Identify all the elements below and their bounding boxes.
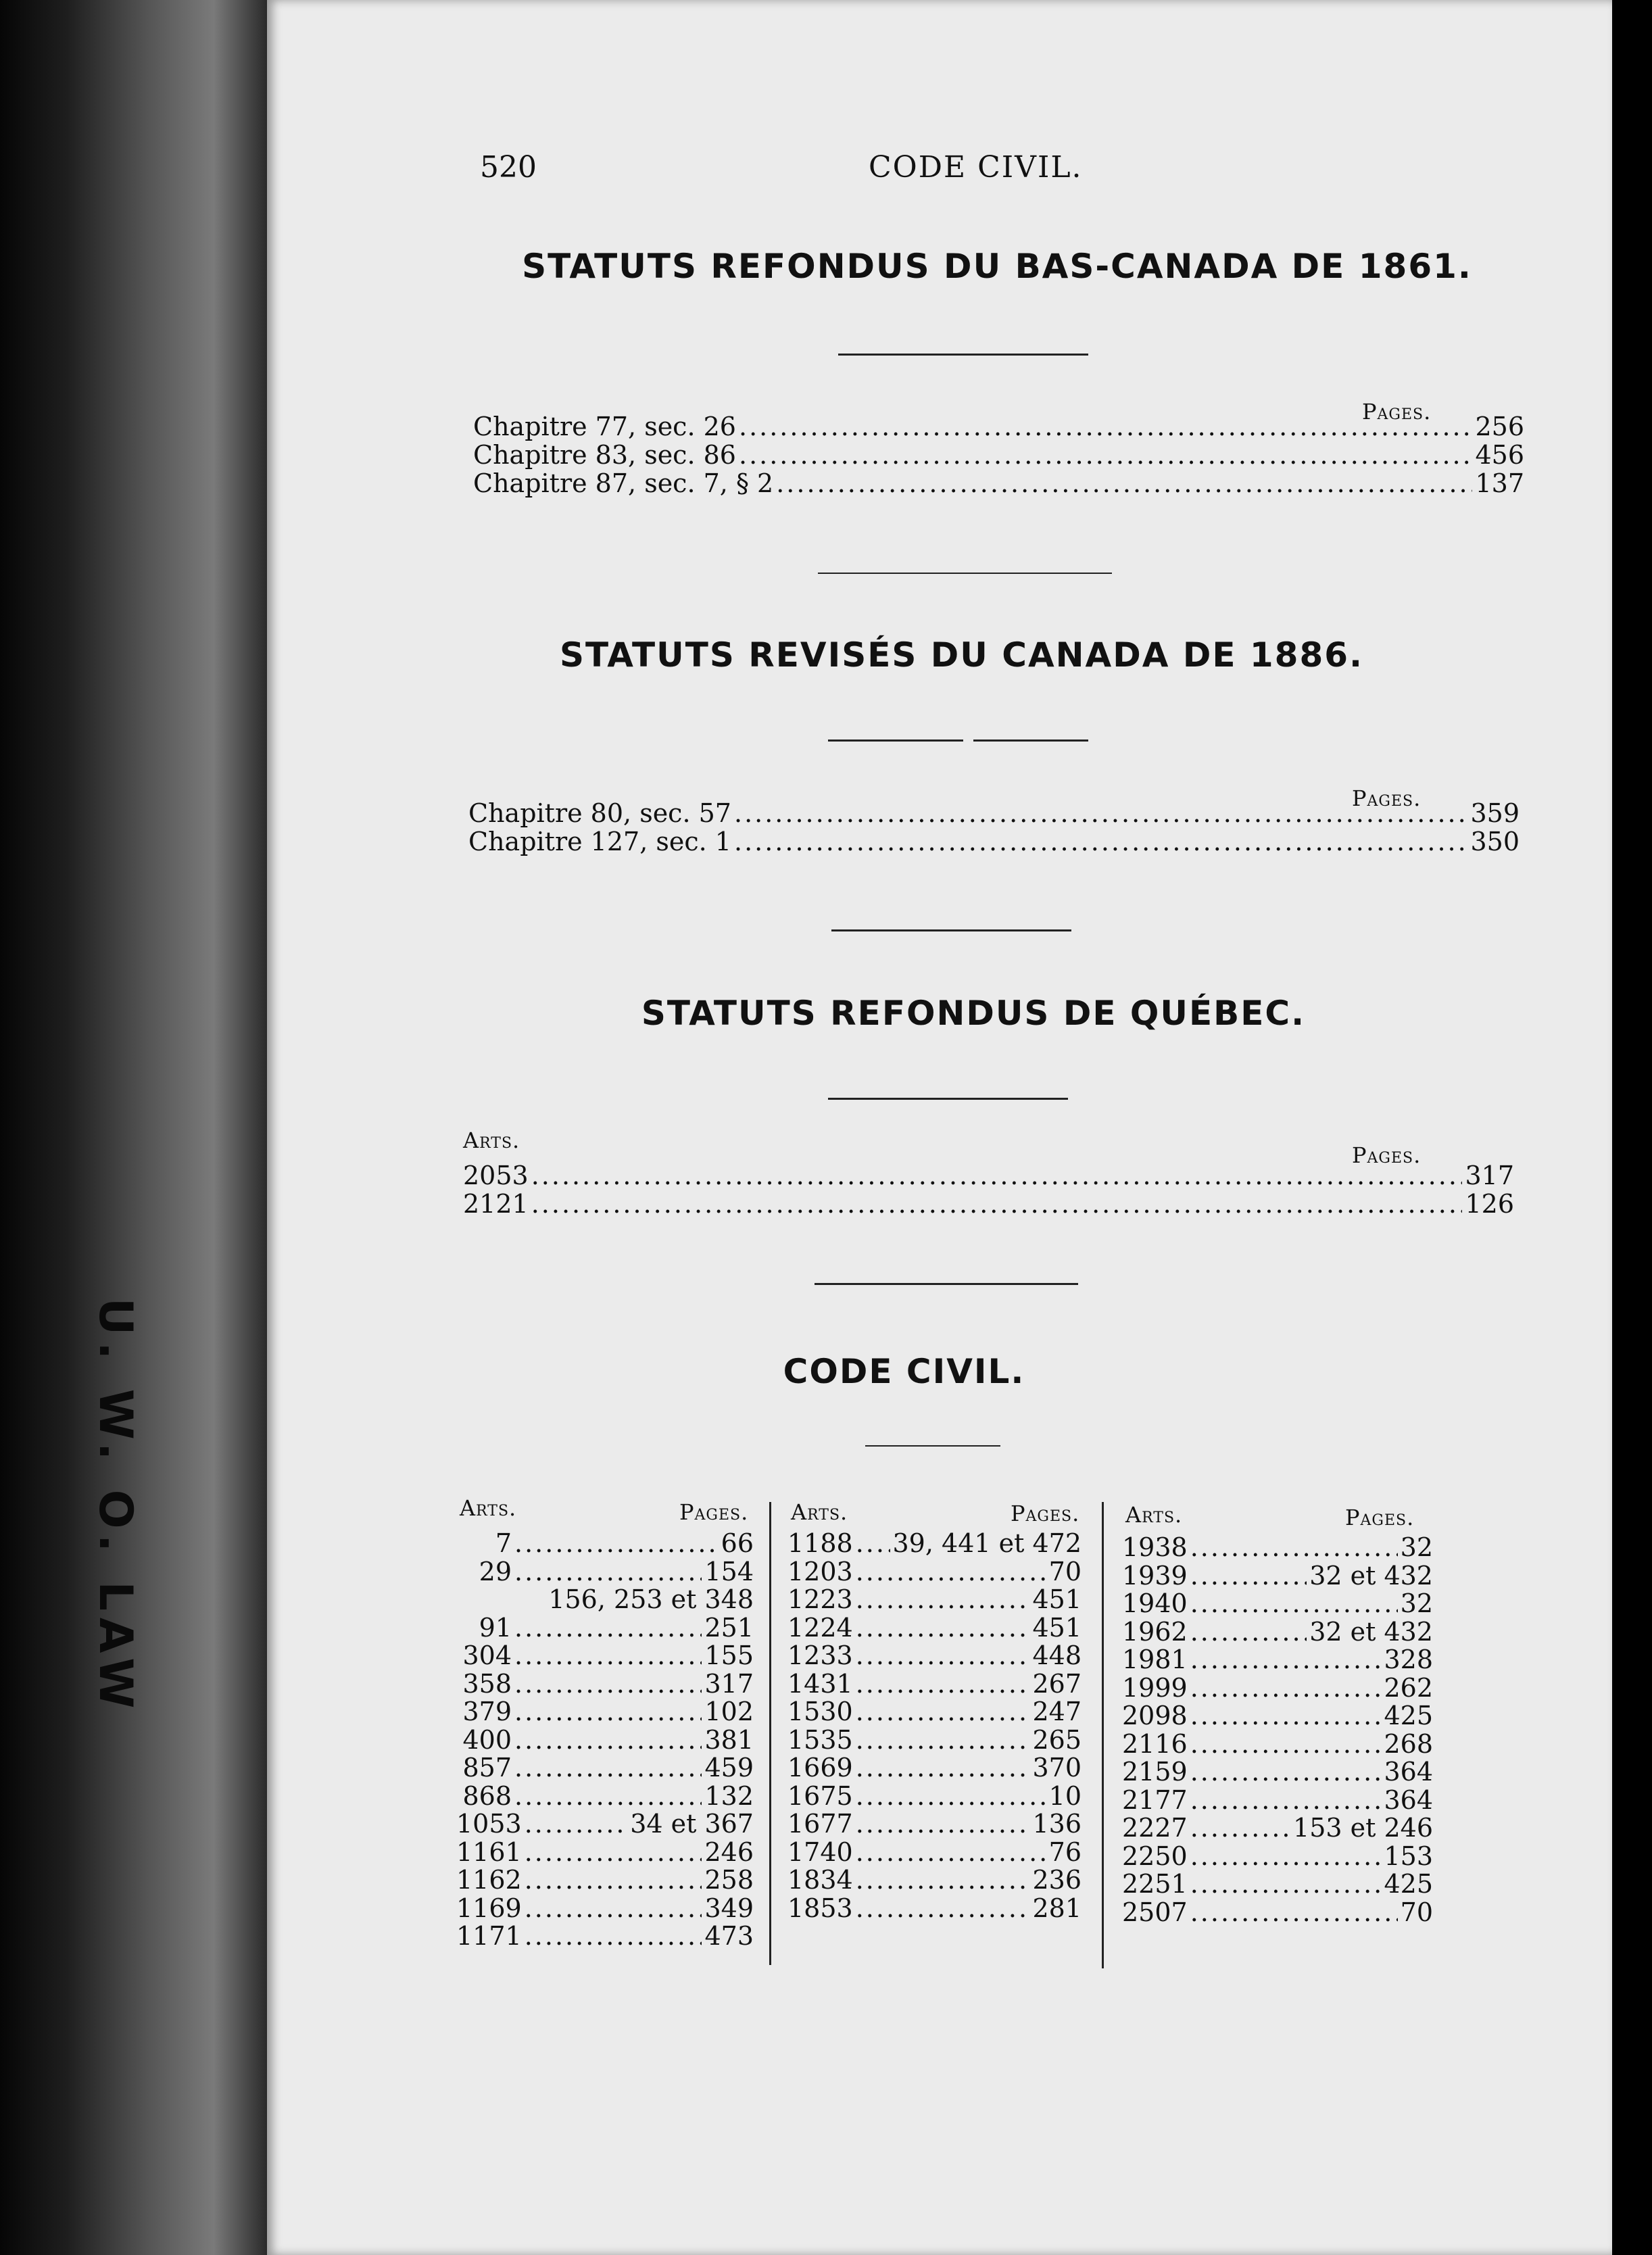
code-civil-row (787, 1838, 1082, 1866)
code-civil-row (787, 1641, 1082, 1670)
entry-label: 1938 (1122, 1532, 1188, 1562)
leader-dots (1190, 1618, 1307, 1646)
column-rule (1102, 1502, 1104, 1968)
entry-page: 132 (704, 1780, 754, 1811)
divider (828, 1098, 1068, 1100)
code-civil-row (787, 1810, 1082, 1838)
arts-header: Arts. (1125, 1502, 1183, 1528)
entry-label: 400 (462, 1724, 512, 1755)
leader-dots (856, 1641, 1030, 1670)
code-civil-row (787, 1529, 1082, 1557)
entry-label: 2250 (1122, 1841, 1188, 1871)
entry-label: 1940 (1122, 1589, 1188, 1618)
entry-page: 281 (1032, 1893, 1082, 1923)
divider (865, 1445, 1000, 1447)
code-civil-row (456, 1726, 754, 1754)
leader-dots (1190, 1589, 1398, 1618)
code-civil-row (456, 1557, 754, 1586)
code-civil-row (1122, 1842, 1433, 1870)
entry-label: 1834 (787, 1865, 853, 1895)
entry-page: 456 (1475, 440, 1524, 470)
entry-page: 246 (704, 1837, 754, 1867)
column-rule (769, 1502, 771, 1965)
entry-label: 1233 (787, 1641, 853, 1670)
entry-label: 379 (462, 1697, 512, 1726)
leader-dots (1190, 1898, 1398, 1926)
entry-page: 32 et 432 (1309, 1560, 1433, 1591)
entry-label: 1962 (1122, 1616, 1188, 1647)
leader-dots (514, 1670, 702, 1698)
leader-dots (1190, 1701, 1382, 1730)
entry-label: 358 (462, 1668, 512, 1699)
leader-dots (1190, 1814, 1290, 1842)
entry-page: 32 et 432 (1309, 1616, 1433, 1647)
entry-page: 76 (1048, 1837, 1082, 1867)
entry-page: 328 (1384, 1645, 1433, 1674)
pages-header: Pages. (1352, 1142, 1422, 1168)
arts-header: Arts. (463, 1128, 520, 1153)
leader-dots (1190, 1674, 1382, 1702)
page-edge-shadow (1612, 0, 1652, 2255)
entry-page: 137 (1475, 468, 1524, 498)
entry-label: 1171 (456, 1921, 522, 1951)
entry-label: Chapitre 77, sec. 26 (473, 412, 736, 441)
entry-label: 2159 (1122, 1757, 1188, 1787)
entry-page: 381 (704, 1724, 754, 1755)
entry-page: 32 (1400, 1589, 1433, 1618)
code-civil-row (1122, 1618, 1433, 1646)
leader-dots (856, 1585, 1030, 1614)
entry-label: Chapitre 87, sec. 7, § 2 (473, 468, 774, 498)
entry-page: 70 (1400, 1897, 1433, 1927)
entry-label: 2507 (1122, 1897, 1188, 1927)
entry-page: 425 (1384, 1701, 1433, 1730)
entry-label: 2116 (1122, 1728, 1188, 1759)
index-row (463, 1161, 1514, 1190)
entry-page: 317 (1465, 1161, 1514, 1190)
entry-label: Chapitre 83, sec. 86 (473, 440, 736, 470)
pages-header: Pages. (1011, 1501, 1080, 1526)
leader-dots (856, 1753, 1030, 1782)
entry-page: 451 (1032, 1584, 1082, 1614)
code-civil-row (456, 1614, 754, 1642)
entry-page: 349 (704, 1893, 754, 1923)
code-civil-row (456, 1866, 754, 1894)
leader-dots (514, 1614, 702, 1642)
code-civil-row (456, 1753, 754, 1782)
leader-dots (1190, 1730, 1382, 1758)
entry-page: 267 (1032, 1668, 1082, 1699)
code-civil-row (1122, 1870, 1433, 1898)
leader-dots (856, 1726, 1030, 1754)
divider (838, 354, 1088, 356)
entry-page: 236 (1032, 1865, 1082, 1895)
code-civil-row (1122, 1730, 1433, 1758)
section-title-code-civil: CODE CIVIL. (783, 1352, 1025, 1391)
entry-label: 857 (462, 1753, 512, 1783)
entry-label: 2177 (1122, 1785, 1188, 1815)
pages-header: Pages. (1345, 1505, 1415, 1530)
entry-page: 473 (704, 1921, 754, 1951)
entry-label: 1669 (787, 1753, 853, 1783)
leader-dots (514, 1641, 702, 1670)
leader-dots (739, 412, 1472, 441)
entry-page: 126 (1465, 1189, 1514, 1219)
code-civil-row (456, 1838, 754, 1866)
entry-page: 247 (1032, 1697, 1082, 1726)
entry-label: 2053 (463, 1161, 529, 1190)
code-civil-row (456, 1529, 754, 1557)
leader-dots (856, 1614, 1030, 1642)
code-civil-row (1122, 1561, 1433, 1590)
leader-dots (856, 1697, 1030, 1726)
entry-label: Chapitre 80, sec. 57 (468, 798, 731, 828)
code-civil-row (1122, 1814, 1433, 1842)
entry-page: 32 (1400, 1532, 1433, 1562)
index-row (468, 827, 1520, 856)
spine-label: U. W. O. LAW (89, 1298, 142, 1716)
entry-page: 70 (1048, 1556, 1082, 1586)
leader-dots (739, 441, 1472, 469)
entry-label: 1161 (456, 1837, 522, 1867)
entry-label: 1169 (456, 1893, 522, 1923)
page-number: 520 (480, 150, 537, 185)
entry-page: 102 (704, 1697, 754, 1726)
leader-dots (525, 1894, 702, 1922)
entry-page: 350 (1470, 827, 1520, 856)
leader-dots (514, 1753, 702, 1782)
divider (815, 1283, 1078, 1285)
index-row (473, 469, 1524, 498)
code-civil-row (787, 1585, 1082, 1614)
leader-dots (856, 1529, 890, 1557)
leader-dots (1190, 1757, 1382, 1786)
entry-label: 304 (462, 1641, 512, 1670)
code-civil-row (456, 1585, 754, 1614)
code-civil-row (1122, 1701, 1433, 1730)
divider (818, 573, 1112, 574)
entry-page: 251 (704, 1612, 754, 1643)
leader-dots (525, 1922, 702, 1950)
leader-dots (1190, 1561, 1307, 1590)
entry-label: 1530 (787, 1697, 853, 1726)
divider (831, 929, 1071, 931)
entry-page: 34 et 367 (630, 1809, 754, 1839)
leader-dots (856, 1782, 1046, 1810)
code-civil-row (456, 1670, 754, 1698)
entry-page: 359 (1470, 798, 1520, 828)
entry-page: 256 (1475, 412, 1524, 441)
section-title-quebec: STATUTS REFONDUS DE QUÉBEC. (641, 994, 1306, 1033)
section-title-bas-canada: STATUTS REFONDUS DU BAS-CANADA DE 1861. (522, 247, 1472, 286)
entry-page: 451 (1032, 1612, 1082, 1643)
leader-dots (531, 1190, 1463, 1218)
code-civil-row (456, 1810, 754, 1838)
leader-dots (514, 1557, 702, 1586)
code-civil-row (1122, 1533, 1433, 1561)
entry-label: 1162 (456, 1865, 522, 1895)
leader-dots (856, 1810, 1030, 1838)
entry-page: 459 (704, 1753, 754, 1783)
entry-label: 29 (479, 1556, 512, 1586)
entry-label: 7 (495, 1528, 512, 1558)
code-civil-row (787, 1614, 1082, 1642)
leader-dots (856, 1866, 1030, 1894)
code-civil-row (1122, 1786, 1433, 1814)
leader-dots (525, 1866, 702, 1894)
entry-label: 1431 (787, 1668, 853, 1699)
entry-page: 156, 253 et 348 (548, 1584, 754, 1614)
book-spine (0, 0, 267, 2255)
index-row (473, 412, 1524, 441)
code-civil-row (787, 1866, 1082, 1894)
entry-label: 2121 (463, 1189, 529, 1219)
code-civil-row (787, 1894, 1082, 1922)
entry-page: 39, 441 et 472 (892, 1528, 1082, 1558)
code-civil-row (456, 1697, 754, 1726)
code-civil-row (456, 1894, 754, 1922)
entry-page: 154 (704, 1556, 754, 1586)
entry-page: 153 (1384, 1841, 1433, 1871)
index-row (468, 799, 1520, 827)
entry-label: 1053 (456, 1809, 522, 1839)
code-civil-row (1122, 1757, 1433, 1786)
entry-page: 66 (721, 1528, 754, 1558)
leader-dots (734, 827, 1467, 856)
entry-page: 370 (1032, 1753, 1082, 1783)
entry-label: 2251 (1122, 1869, 1188, 1899)
leader-dots (856, 1670, 1030, 1698)
leader-dots (525, 1838, 702, 1866)
pages-header: Pages. (1352, 785, 1422, 811)
entry-page: 425 (1384, 1869, 1433, 1899)
entry-label: Chapitre 127, sec. 1 (468, 827, 731, 856)
entry-label: 2227 (1122, 1813, 1188, 1843)
divider (828, 739, 963, 742)
entry-label: 1223 (787, 1584, 853, 1614)
leader-dots (1190, 1842, 1382, 1870)
entry-label: 91 (479, 1612, 512, 1643)
leader-dots (531, 1161, 1463, 1190)
leader-dots (856, 1557, 1046, 1586)
entry-page: 153 et 246 (1293, 1813, 1433, 1843)
entry-page: 448 (1032, 1641, 1082, 1670)
code-civil-row (456, 1922, 754, 1950)
entry-label: 1999 (1122, 1672, 1188, 1703)
entry-label: 1853 (787, 1893, 853, 1923)
divider (973, 739, 1088, 742)
code-civil-row (787, 1670, 1082, 1698)
entry-label: 1677 (787, 1809, 853, 1839)
leader-dots (1190, 1533, 1398, 1561)
leader-dots (734, 799, 1467, 827)
entry-label: 1224 (787, 1612, 853, 1643)
code-civil-row (1122, 1898, 1433, 1926)
entry-label: 1675 (787, 1780, 853, 1811)
entry-page: 155 (704, 1641, 754, 1670)
entry-page: 364 (1384, 1757, 1433, 1787)
code-civil-row (787, 1697, 1082, 1726)
leader-dots (1190, 1786, 1382, 1814)
code-civil-row (456, 1641, 754, 1670)
leader-dots (1190, 1645, 1382, 1674)
entry-page: 317 (704, 1668, 754, 1699)
entry-label: 1535 (787, 1724, 853, 1755)
entry-page: 258 (704, 1865, 754, 1895)
index-row (463, 1190, 1514, 1218)
leader-dots (1190, 1870, 1382, 1898)
leader-dots (856, 1894, 1030, 1922)
entry-page: 262 (1384, 1672, 1433, 1703)
entry-label: 868 (462, 1780, 512, 1811)
entry-page: 136 (1032, 1809, 1082, 1839)
arts-header: Arts. (791, 1499, 848, 1525)
leader-dots (525, 1810, 627, 1838)
code-civil-row (1122, 1645, 1433, 1674)
book-page (267, 0, 1612, 2255)
leader-dots (514, 1726, 702, 1754)
arts-header: Arts. (460, 1495, 517, 1521)
entry-page: 364 (1384, 1785, 1433, 1815)
section-title-canada-1886: STATUTS REVISÉS DU CANADA DE 1886. (559, 635, 1364, 675)
pages-header: Pages. (679, 1499, 749, 1525)
pages-header: Pages. (1362, 399, 1432, 425)
code-civil-row (787, 1782, 1082, 1810)
leader-dots (514, 1782, 702, 1810)
entry-label: 1740 (787, 1837, 853, 1867)
leader-dots (514, 1697, 702, 1726)
entry-label: 1188 (787, 1528, 853, 1558)
leader-dots (514, 1529, 719, 1557)
entry-page: 268 (1384, 1728, 1433, 1759)
code-civil-row (1122, 1589, 1433, 1618)
entry-label: 1203 (787, 1556, 853, 1586)
leader-dots (776, 469, 1472, 498)
leader-dots (856, 1838, 1046, 1866)
entry-label: 1939 (1122, 1560, 1188, 1591)
code-civil-row (787, 1726, 1082, 1754)
code-civil-row (787, 1753, 1082, 1782)
code-civil-row (1122, 1674, 1433, 1702)
entry-label: 2098 (1122, 1701, 1188, 1730)
index-row (473, 441, 1524, 469)
entry-page: 265 (1032, 1724, 1082, 1755)
code-civil-row (456, 1782, 754, 1810)
entry-label: 1981 (1122, 1645, 1188, 1674)
running-title: CODE CIVIL. (869, 150, 1083, 185)
code-civil-row (787, 1557, 1082, 1586)
entry-page: 10 (1048, 1780, 1082, 1811)
